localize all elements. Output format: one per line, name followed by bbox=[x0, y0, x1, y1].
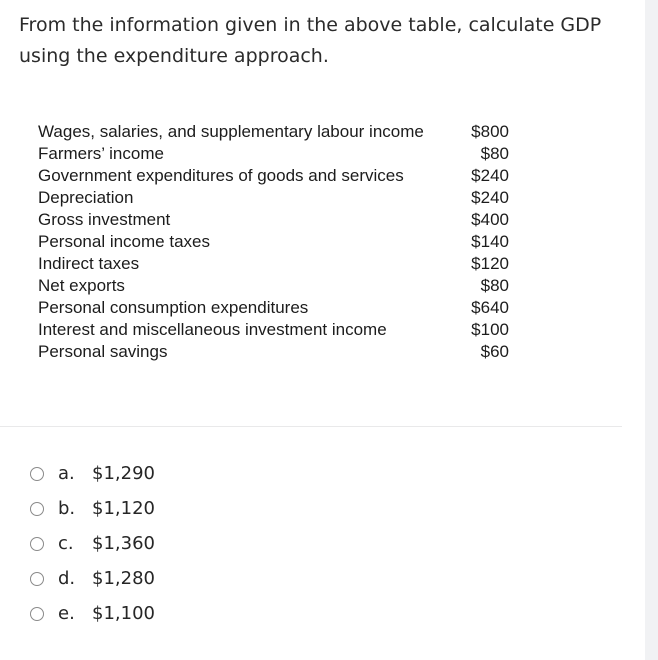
table-row bbox=[38, 253, 518, 275]
option-letter: c. bbox=[58, 533, 74, 554]
option-value: $1,280 bbox=[92, 568, 155, 589]
table-row bbox=[38, 297, 518, 319]
table-cell-item: Gross investment bbox=[38, 210, 171, 229]
table-cell-item: Indirect taxes bbox=[38, 254, 140, 273]
option-value: $1,290 bbox=[92, 463, 155, 484]
table-row bbox=[38, 275, 518, 297]
table-cell-item: Wages, salaries, and supplementary labour income bbox=[38, 122, 424, 141]
question-text: From the information given in the above table, calculate GDP using the expenditure approach. bbox=[19, 14, 602, 67]
table-row bbox=[38, 165, 518, 187]
scrollbar-track[interactable] bbox=[645, 0, 658, 660]
table-cell-amount: $80 bbox=[480, 144, 509, 163]
table-cell-item: Farmers’ income bbox=[38, 144, 164, 163]
option-letter: b. bbox=[58, 498, 76, 519]
table-cell-item: Depreciation bbox=[38, 188, 134, 207]
table-cell-item: Net exports bbox=[38, 276, 125, 295]
answer-option-c[interactable] bbox=[30, 526, 155, 561]
answer-option-b[interactable] bbox=[30, 491, 155, 526]
table-cell-item: Government expenditures of goods and services bbox=[38, 166, 404, 185]
data-table bbox=[38, 121, 518, 363]
option-letter: d. bbox=[58, 568, 76, 589]
table-row bbox=[38, 187, 518, 209]
table-cell-amount: $100 bbox=[471, 320, 509, 339]
answer-options bbox=[30, 456, 155, 631]
table-cell-amount: $80 bbox=[480, 276, 509, 295]
table-cell-item: Personal income taxes bbox=[38, 232, 210, 251]
radio-button-icon[interactable] bbox=[30, 537, 44, 551]
section-divider bbox=[0, 426, 622, 427]
table-row bbox=[38, 121, 518, 143]
table-cell-item: Personal consumption expenditures bbox=[38, 298, 309, 317]
answer-option-a[interactable] bbox=[30, 456, 155, 491]
answer-option-d[interactable] bbox=[30, 561, 155, 596]
table-cell-amount: $640 bbox=[471, 298, 509, 317]
table-cell-amount: $60 bbox=[480, 342, 509, 361]
table-row bbox=[38, 209, 518, 231]
radio-button-icon[interactable] bbox=[30, 572, 44, 586]
table-row bbox=[38, 231, 518, 253]
table-cell-amount: $800 bbox=[471, 122, 509, 141]
radio-button-icon[interactable] bbox=[30, 502, 44, 516]
table-cell-amount: $240 bbox=[471, 166, 509, 185]
table-cell-amount: $120 bbox=[471, 254, 509, 273]
table-cell-item: Personal savings bbox=[38, 342, 168, 361]
table-cell-amount: $240 bbox=[471, 188, 509, 207]
radio-button-icon[interactable] bbox=[30, 467, 44, 481]
table-row bbox=[38, 341, 518, 363]
option-letter: e. bbox=[58, 603, 75, 624]
option-value: $1,360 bbox=[92, 533, 155, 554]
table-row bbox=[38, 143, 518, 165]
option-value: $1,120 bbox=[92, 498, 155, 519]
table-cell-item: Interest and miscellaneous investment income bbox=[38, 320, 387, 339]
option-letter: a. bbox=[58, 463, 75, 484]
table-row bbox=[38, 319, 518, 341]
option-value: $1,100 bbox=[92, 603, 155, 624]
table-cell-amount: $140 bbox=[471, 232, 509, 251]
answer-option-e[interactable] bbox=[30, 596, 155, 631]
radio-button-icon[interactable] bbox=[30, 607, 44, 621]
table-cell-amount: $400 bbox=[471, 210, 509, 229]
